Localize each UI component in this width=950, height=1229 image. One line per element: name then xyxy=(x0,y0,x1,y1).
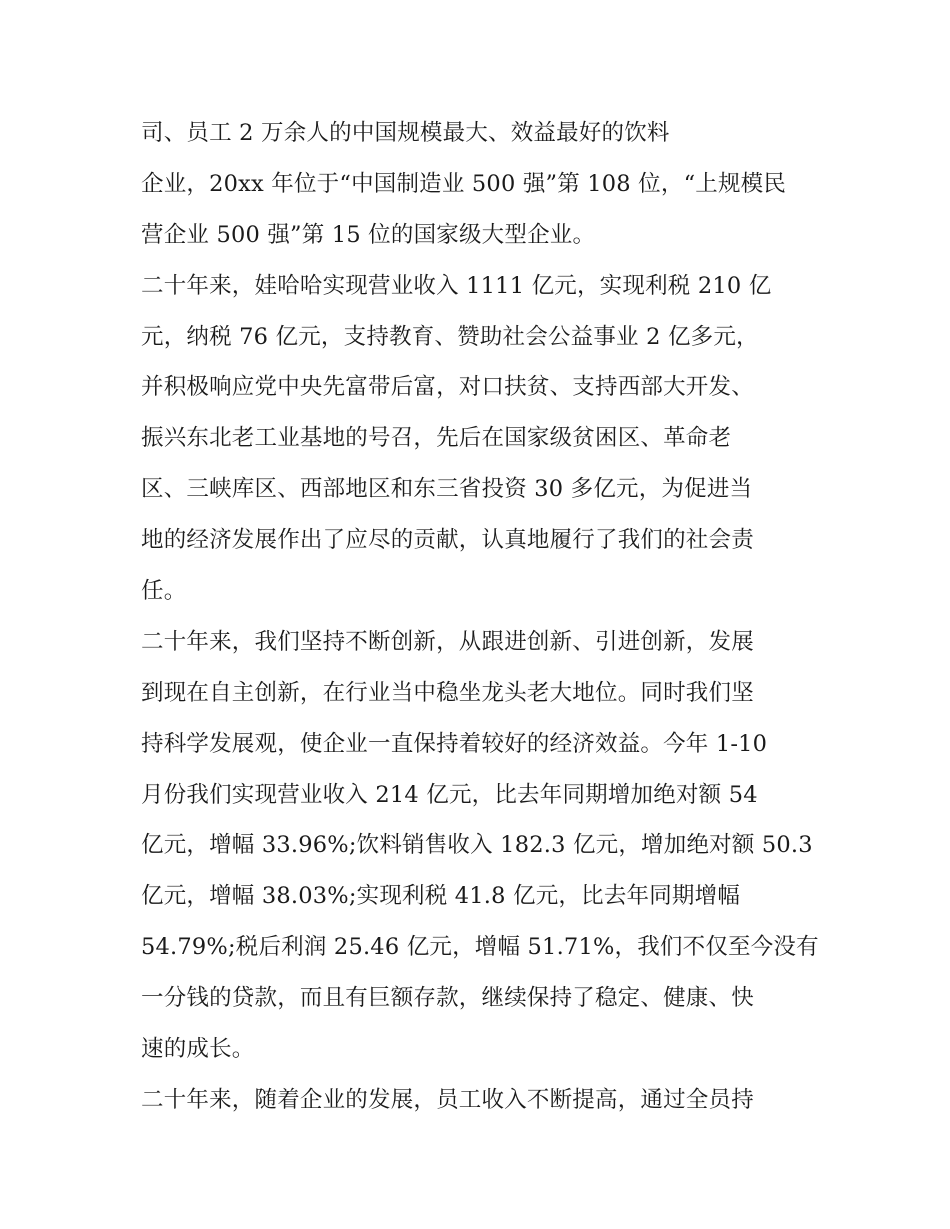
text-line: 亿元，增幅 38.03%;实现利税 41.8 亿元，比去年同期增幅 xyxy=(141,883,741,910)
text-line: 到现在自主创新，在行业当中稳坐龙头老大地位。同时我们坚 xyxy=(141,679,754,706)
text-line: 月份我们实现营业收入 214 亿元，比去年同期增加绝对额 54 xyxy=(141,781,758,808)
text-line: 二十年来，我们坚持不断创新，从跟进创新、引进创新，发展 xyxy=(141,628,754,655)
text-line: 二十年来，随着企业的发展，员工收入不断提高，通过全员持 xyxy=(141,1086,754,1113)
text-line: 并积极响应党中央先富带后富，对口扶贫、支持西部大开发、 xyxy=(141,374,754,401)
text-line: 速的成长。 xyxy=(141,1036,255,1063)
text-line: 54.79%;税后利润 25.46 亿元，增幅 51.71%，我们不仅至今没有 xyxy=(141,934,819,961)
text-line: 任。 xyxy=(141,578,187,605)
document-body xyxy=(141,108,831,1126)
text-line: 一分钱的贷款，而且有巨额存款，继续保持了稳定、健康、快 xyxy=(141,985,754,1012)
text-line: 司、员工 2 万余人的中国规模最大、效益最好的饮料 xyxy=(141,120,670,146)
text-line: 振兴东北老工业基地的号召，先后在国家级贫困区、革命老 xyxy=(141,425,732,452)
text-line: 地的经济发展作出了应尽的贡献，认真地履行了我们的社会责 xyxy=(141,527,754,554)
text-line: 企业，20xx 年位于“中国制造业 500 强”第 108 位，“上规模民 xyxy=(141,170,787,197)
text-line: 亿元，增幅 33.96%;饮料销售收入 182.3 亿元，增加绝对额 50.3 xyxy=(141,832,813,859)
text-line: 持科学发展观，使企业一直保持着较好的经济效益。今年 1-10 xyxy=(141,730,768,757)
text-line: 二十年来，娃哈哈实现营业收入 1111 亿元，实现利税 210 亿 xyxy=(141,272,772,299)
text-line: 营企业 500 强”第 15 位的国家级大型企业。 xyxy=(141,221,596,248)
text-line: 元，纳税 76 亿元，支持教育、赞助社会公益事业 2 亿多元， xyxy=(141,323,759,350)
text-line: 区、三峡库区、西部地区和东三省投资 30 多亿元，为促进当 xyxy=(141,476,753,503)
